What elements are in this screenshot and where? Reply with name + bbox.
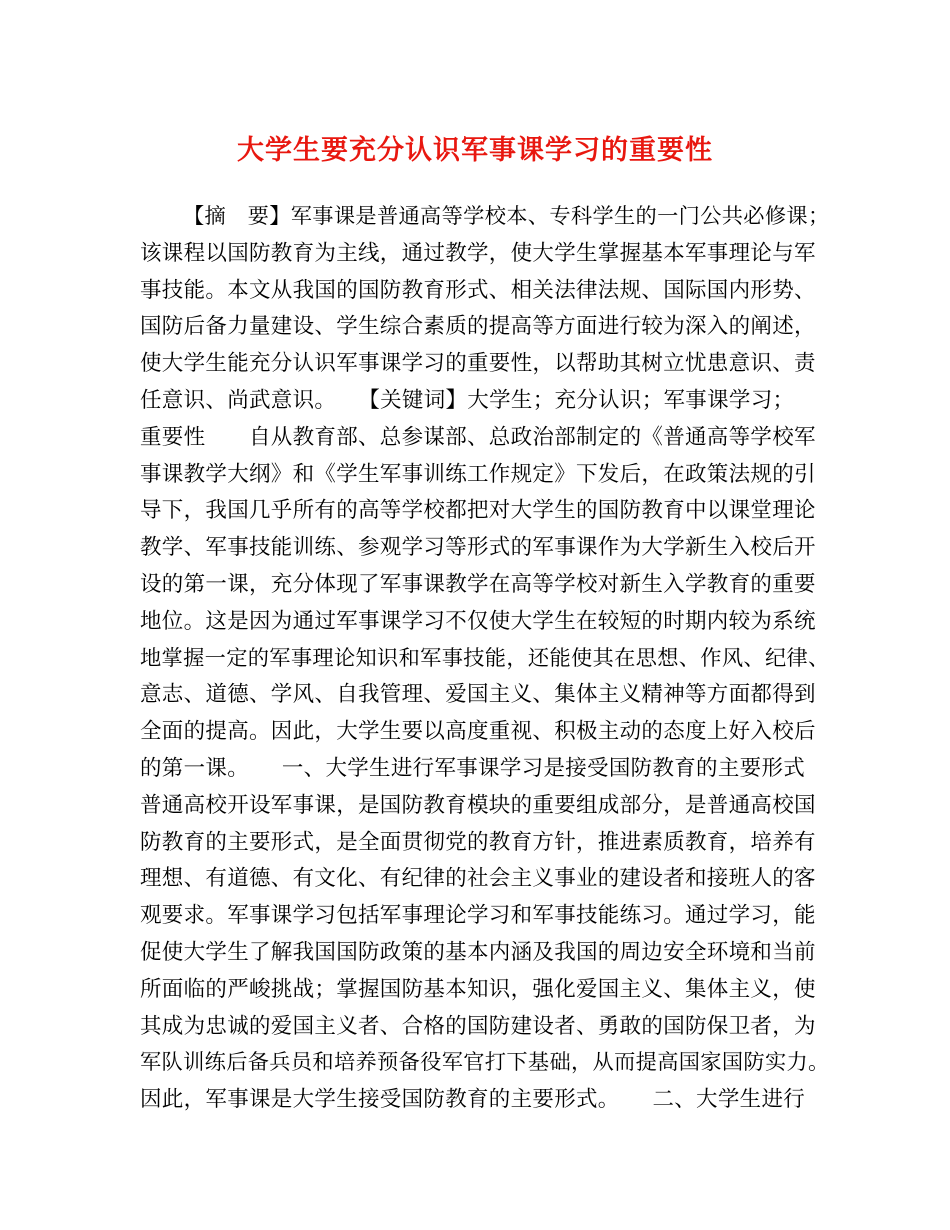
- text-line: 军队训练后备兵员和培养预备役军官打下基础，从而提高国家国防实力。: [140, 1050, 830, 1076]
- text-line: 理想、有道德、有文化、有纪律的社会主义事业的建设者和接班人的客: [140, 866, 816, 892]
- text-line: 所面临的严峻挑战；掌握国防基本知识，强化爱国主义、集体主义，使: [140, 976, 816, 1002]
- text-line: 促使大学生了解我国国防政策的基本内涵及我国的周边安全环境和当前: [140, 939, 816, 965]
- text-line: 意志、道德、学风、自我管理、爱国主义、集体主义精神等方面都得到: [140, 682, 816, 708]
- text-line: 因此，军事课是大学生接受国防教育的主要形式。 二、大学生进行: [140, 1087, 806, 1113]
- text-line: 事课教学大纲》和《学生军事训练工作规定》下发后，在政策法规的引: [140, 461, 816, 487]
- text-line: 观要求。军事课学习包括军事理论学习和军事技能练习。通过学习，能: [140, 903, 816, 929]
- text-line: 的第一课。 一、大学生进行军事课学习是接受国防教育的主要形式: [140, 755, 806, 781]
- text-line: 地掌握一定的军事理论知识和军事技能，还能使其在思想、作风、纪律、: [140, 645, 830, 671]
- text-line: 防教育的主要形式，是全面贯彻党的教育方针，推进素质教育，培养有: [140, 829, 816, 855]
- text-line: 地位。这是因为通过军事课学习不仅使大学生在较短的时期内较为系统: [140, 608, 816, 634]
- text-line: 事技能。本文从我国的国防教育形式、相关法律法规、国际国内形势、: [140, 277, 816, 303]
- text-line: 【摘 要】军事课是普通高等学校本、专科学生的一门公共必修课；: [183, 204, 830, 229]
- text-line: 重要性 自从教育部、总参谋部、总政治部制定的《普通高等学校军: [140, 424, 816, 450]
- text-line: 其成为忠诚的爱国主义者、合格的国防建设者、勇敢的国防保卫者，为: [140, 1013, 816, 1039]
- text-line: 导下，我国几乎所有的高等学校都把对大学生的国防教育中以课堂理论: [140, 498, 816, 524]
- text-line: 全面的提高。因此，大学生要以高度重视、积极主动的态度上好入校后: [140, 719, 816, 745]
- text-line: 教学、军事技能训练、参观学习等形式的军事课作为大学新生入校后开: [140, 535, 816, 561]
- text-line: 设的第一课，充分体现了军事课教学在高等学校对新生入学教育的重要: [140, 571, 816, 597]
- text-line: 任意识、尚武意识。 【关键词】大学生；充分认识；军事课学习；: [140, 387, 795, 413]
- document-body: [140, 199, 830, 1119]
- text-line: 普通高校开设军事课，是国防教育模块的重要组成部分，是普通高校国: [140, 792, 816, 818]
- text-line: 国防后备力量建设、学生综合素质的提高等方面进行较为深入的阐述，: [140, 314, 816, 340]
- text-line: 该课程以国防教育为主线，通过教学，使大学生掌握基本军事理论与军: [140, 240, 816, 266]
- document-title: 大学生要充分认识军事课学习的重要性: [237, 135, 713, 166]
- text-line: 使大学生能充分认识军事课学习的重要性，以帮助其树立忧患意识、责: [140, 351, 816, 377]
